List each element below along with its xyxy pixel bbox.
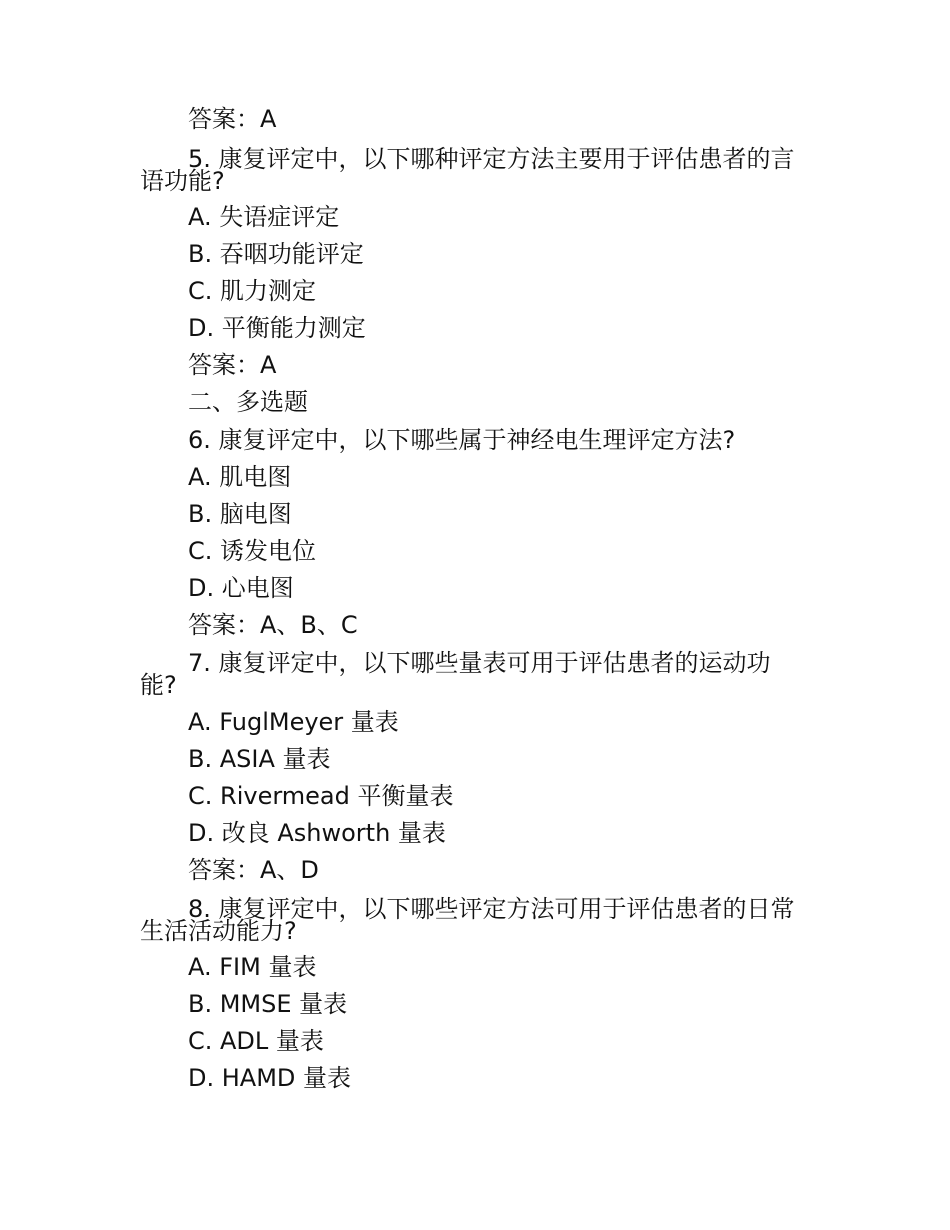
question-5-option-c: C. 肌力测定 xyxy=(188,277,317,305)
question-6: 6. 康复评定中，以下哪些属于神经电生理评定方法? xyxy=(188,426,736,454)
section-heading-multiple-choice: 二、多选题 xyxy=(188,388,308,416)
question-6-option-a: A. 肌电图 xyxy=(188,463,292,491)
question-6-option-d: D. 心电图 xyxy=(188,574,294,602)
question-8-line-2: 生活活动能力? xyxy=(140,917,297,945)
question-5-option-a: A. 失语症评定 xyxy=(188,203,340,231)
question-7-option-b: B. ASIA 量表 xyxy=(188,745,331,773)
question-8-option-a: A. FIM 量表 xyxy=(188,953,317,981)
question-8-option-d: D. HAMD 量表 xyxy=(188,1064,352,1092)
answer-6: 答案：A、B、C xyxy=(188,611,358,639)
question-5-line-2: 语功能? xyxy=(140,167,225,195)
question-7-option-a: A. FuglMeyer 量表 xyxy=(188,708,399,736)
answer-4: 答案：A xyxy=(188,105,277,133)
question-5-option-b: B. 吞咽功能评定 xyxy=(188,240,364,268)
question-5-option-d: D. 平衡能力测定 xyxy=(188,314,366,342)
question-6-option-b: B. 脑电图 xyxy=(188,500,292,528)
question-7-line-1: 7. 康复评定中，以下哪些量表可用于评估患者的运动功 xyxy=(188,649,771,677)
answer-7: 答案：A、D xyxy=(188,856,319,884)
question-6-option-c: C. 诱发电位 xyxy=(188,537,317,565)
question-8-line-1: 8. 康复评定中，以下哪些评定方法可用于评估患者的日常 xyxy=(188,895,795,923)
question-7-option-d: D. 改良 Ashworth 量表 xyxy=(188,819,446,847)
answer-5: 答案：A xyxy=(188,351,277,379)
question-8-option-c: C. ADL 量表 xyxy=(188,1027,324,1055)
question-7-option-c: C. Rivermead 平衡量表 xyxy=(188,782,454,810)
question-8-option-b: B. MMSE 量表 xyxy=(188,990,348,1018)
question-5-line-1: 5. 康复评定中，以下哪种评定方法主要用于评估患者的言 xyxy=(188,145,795,173)
question-7-line-2: 能? xyxy=(140,671,177,699)
